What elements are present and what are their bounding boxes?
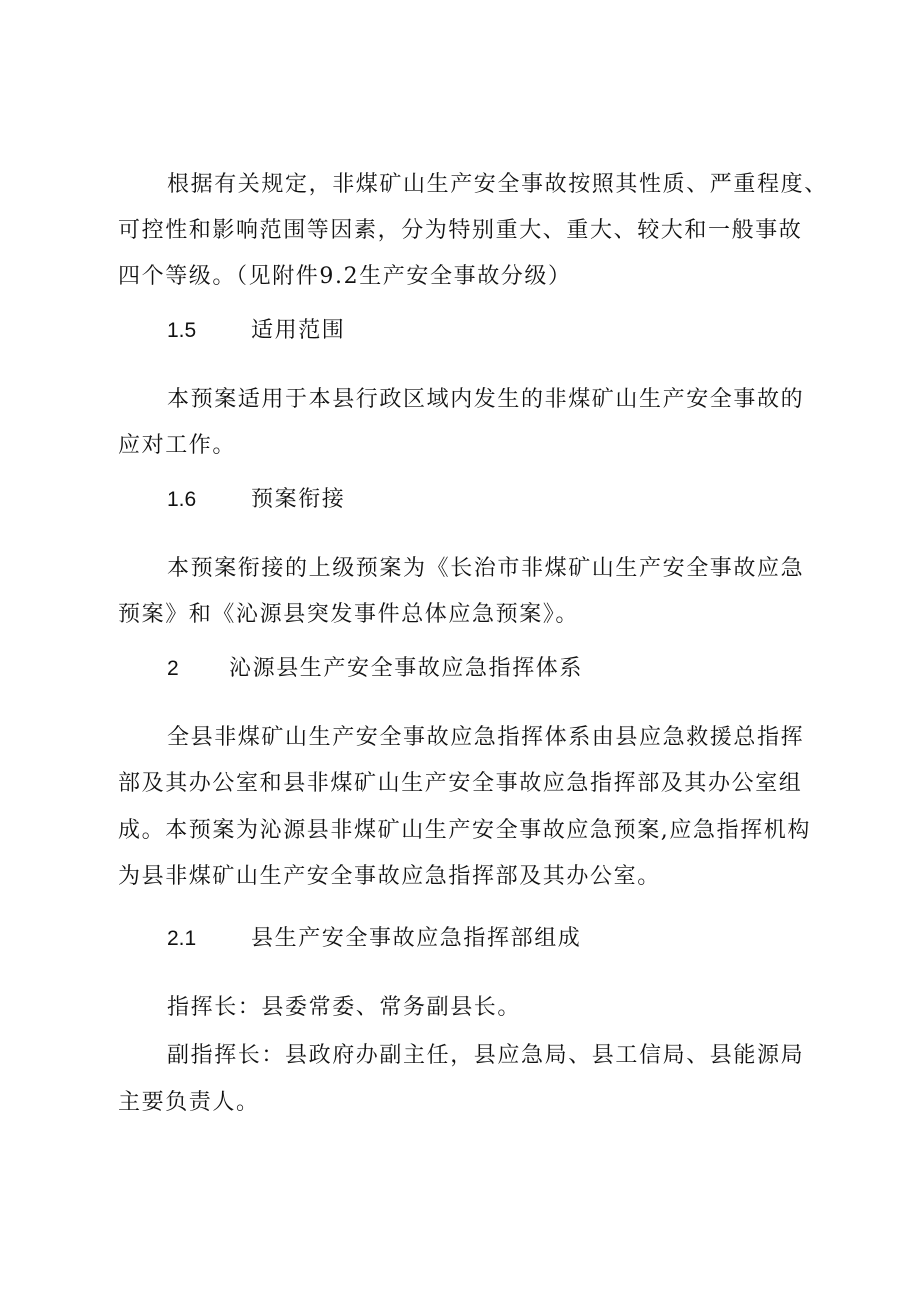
deputy-commander-line: 副指挥长：县政府办副主任，县应急局、县工信局、县能源局 <box>167 1043 805 1068</box>
paragraph-line: 成。本预案为沁源县非煤矿山生产安全事故应急预案,应急指挥机构 <box>118 818 811 843</box>
section-title: 沁源县生产安全事故应急指挥体系 <box>229 656 584 681</box>
commander-line: 指挥长：县委常委、常务副县长。 <box>167 995 522 1020</box>
section-number: 2 <box>167 657 179 680</box>
paragraph-line: 根据有关规定，非煤矿山生产安全事故按照其性质、严重程度、 <box>167 172 828 197</box>
paragraph-line: 预案》和《沁源县突发事件总体应急预案》。 <box>118 602 580 627</box>
section-number: 1.5 <box>167 319 197 342</box>
section-title: 县生产安全事故应急指挥部组成 <box>251 926 582 951</box>
paragraph-line: 本预案适用于本县行政区域内发生的非煤矿山生产安全事故的 <box>167 387 805 412</box>
section-number: 2.1 <box>167 927 197 950</box>
section-number: 1.6 <box>167 488 197 511</box>
paragraph-line: 为县非煤矿山生产安全事故应急指挥部及其办公室。 <box>118 864 661 889</box>
paragraph-line: 四个等级。（见附件9.2生产安全事故分级） <box>118 264 572 289</box>
section-title: 适用范围 <box>251 318 346 343</box>
paragraph-line: 可控性和影响范围等因素，分为特别重大、重大、较大和一般事故 <box>118 218 803 243</box>
paragraph-line: 全县非煤矿山生产安全事故应急指挥体系由县应急救援总指挥 <box>167 725 805 750</box>
paragraph-line: 部及其办公室和县非煤矿山生产安全事故应急指挥部及其办公室组 <box>118 771 803 796</box>
deputy-commander-line: 主要负责人。 <box>118 1090 260 1115</box>
section-title: 预案衔接 <box>251 487 346 512</box>
paragraph-line: 应对工作。 <box>118 433 237 458</box>
paragraph-line: 本预案衔接的上级预案为《长治市非煤矿山生产安全事故应急 <box>167 556 805 581</box>
